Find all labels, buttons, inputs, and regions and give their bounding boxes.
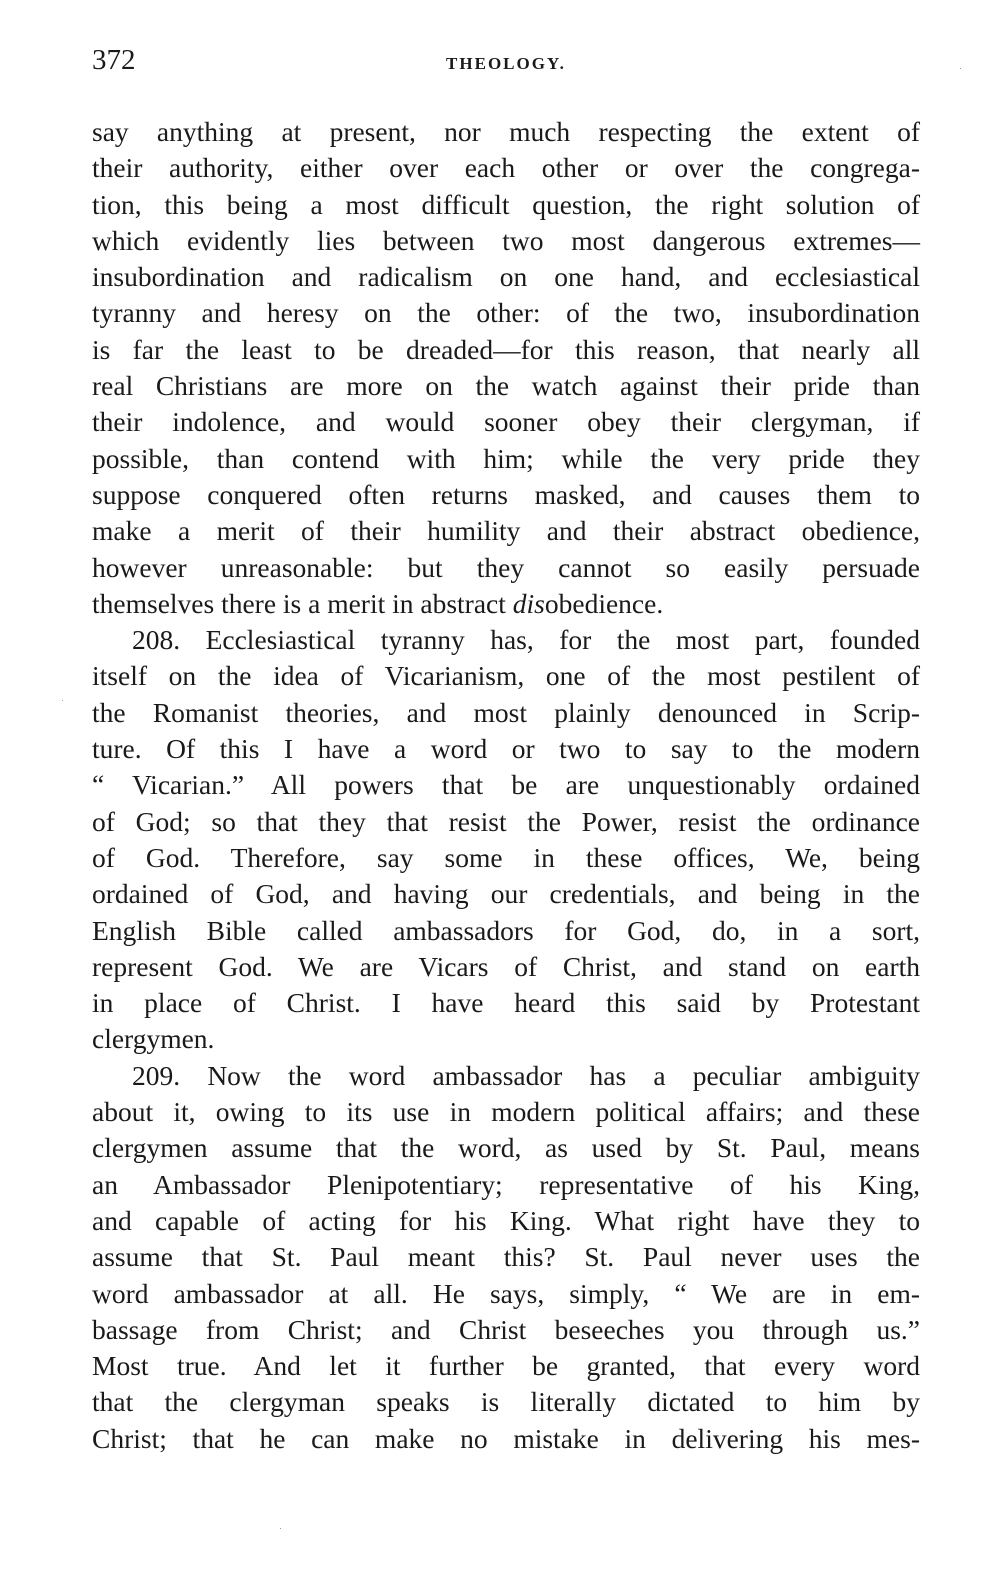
- running-head: THEOLOGY.: [446, 54, 566, 73]
- page-header: [92, 44, 920, 84]
- paragraph-209-first-line: 209. Now the word ambassador has a peculiar ambiguity: [132, 1059, 920, 1091]
- text-line: represent God. We are Vicars of Christ, and stand on earth: [92, 950, 920, 982]
- page-number: 372: [92, 44, 136, 76]
- text-line: English Bible called ambassadors for God, do, in a sort,: [92, 914, 920, 946]
- scan-speck: [960, 68, 961, 69]
- text-line: that the clergyman speaks is literally dictated to him by: [92, 1386, 920, 1418]
- text-line: however unreasonable: but they cannot so easily persuade: [92, 551, 920, 583]
- text-line: and capable of acting for his King. What right have they to: [92, 1204, 920, 1236]
- scan-speck: [62, 700, 63, 701]
- text-line: assume that St. Paul meant this? St. Paul never uses the: [92, 1241, 920, 1273]
- text-run: themselves there is a merit in abstract: [92, 587, 513, 619]
- text-line: which evidently lies between two most dangerous extremes—: [92, 224, 920, 256]
- text-line: clergymen assume that the word, as used by St. Paul, means: [92, 1132, 920, 1164]
- text-line: in place of Christ. I have heard this said by Protestant: [92, 987, 920, 1019]
- text-line: itself on the idea of Vicarianism, one of the most pestilent of: [92, 660, 920, 692]
- text-line: word ambassador at all. He says, simply, “ We are in em-: [92, 1277, 920, 1309]
- text-line: tion, this being a most difficult question, the right solution of: [92, 188, 920, 220]
- paragraph-208-first-line: 208. Ecclesiastical tyranny has, for the most part, founded: [132, 624, 920, 656]
- scan-speck: [280, 1528, 281, 1529]
- text-line: of God. Therefore, say some in these offices, We, being: [92, 841, 920, 873]
- text-line: tyranny and heresy on the other: of the two, insubordination: [92, 297, 920, 329]
- text-line: their authority, either over each other or over the congrega-: [92, 152, 920, 184]
- text-line: Christ; that he can make no mistake in delivering his mes-: [92, 1422, 920, 1454]
- text-line: insubordination and radicalism on one hand, and ecclesiastical: [92, 261, 920, 293]
- text-line: an Ambassador Plenipotentiary; representative of his King,: [92, 1168, 920, 1200]
- text-line: [92, 586, 920, 622]
- text-line: suppose conquered often returns masked, and causes them to: [92, 478, 920, 510]
- text-line: make a merit of their humility and their abstract obedience,: [92, 515, 920, 547]
- text-line: ture. Of this I have a word or two to say to the modern: [92, 733, 920, 765]
- text-line: possible, than contend with him; while the very pride they: [92, 442, 920, 474]
- text-line: “ Vicarian.” All powers that be are unquestionably ordained: [92, 769, 920, 801]
- italic-text: dis: [512, 587, 545, 619]
- text-line: ordained of God, and having our credentials, and being in the: [92, 878, 920, 910]
- text-run: obedience.: [544, 587, 664, 619]
- page-body: [92, 114, 920, 1457]
- text-line: their indolence, and would sooner obey their clergyman, if: [92, 406, 920, 438]
- text-line: Most true. And let it further be granted, that every word: [92, 1350, 920, 1382]
- text-line: is far the least to be dreaded—for this reason, that nearly all: [92, 333, 920, 365]
- text-line: say anything at present, nor much respecting the extent of: [92, 116, 920, 147]
- text-line: clergymen.: [92, 1023, 215, 1055]
- text-line: about it, owing to its use in modern political affairs; and these: [92, 1096, 920, 1128]
- text-line: the Romanist theories, and most plainly denounced in Scrip-: [92, 696, 920, 728]
- text-line: real Christians are more on the watch against their pride than: [92, 370, 920, 402]
- text-line: bassage from Christ; and Christ beseeches you through us.”: [92, 1313, 920, 1345]
- text-line: of God; so that they that resist the Power, resist the ordinance: [92, 805, 920, 837]
